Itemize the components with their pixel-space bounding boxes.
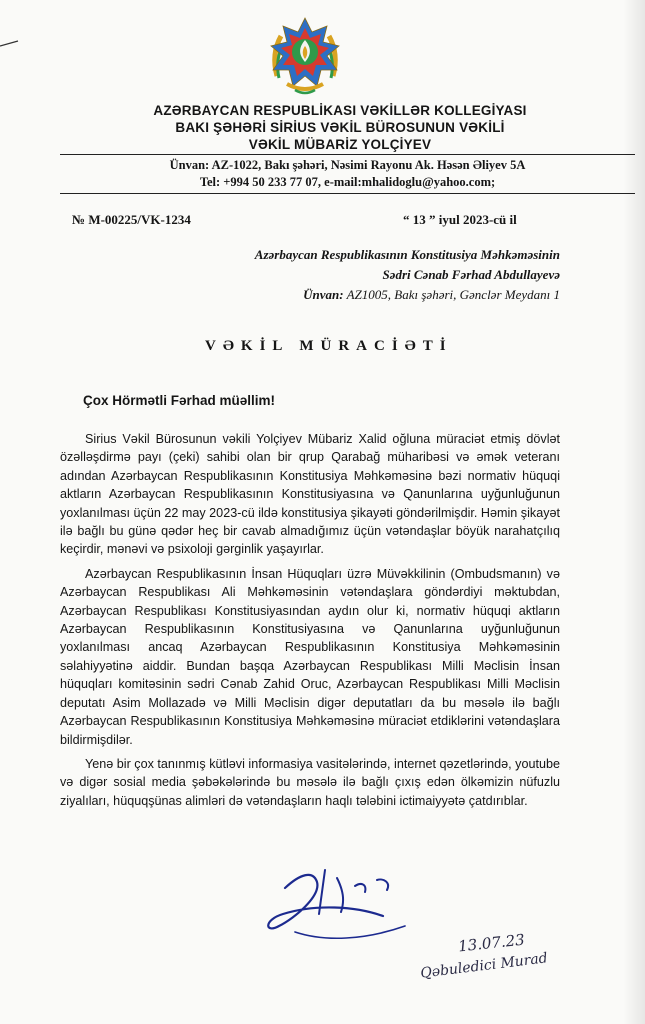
body-paragraph: Azərbaycan Respublikasının İnsan Hüquqları üzrə Müvəkkilinin (Ombudsmanın) və Azərbaycan Respublikası Ali Məhkəməsinin vətəndaşlara göndərdiyi məktubdan, Azərbaycan Respublikası Konstitusiyasından aydın olur ki, normativ hüquqi aktların Azərbaycan Respublikasının Konstitusiyasına və Qanunlarına uyğunluğunun yoxlanılması ancaq Azərbaycan Respublikasının Konstitusiya Məhkəməsinin səlahiyyətinə aiddir. Bundan başqa Azərbaycan Respublikası Milli Məclisin İnsan hüquqları komitəsinin sədri Cənab Zahid Oruc, Azərbaycan Respublikası Milli Məclisin deputatı Asim Mollazadə və Milli Məclisin digər deputatları da bu məsələ ilə bağlı Azərbaycan Respublikasının Konstitusiya Məhkəməsinə müraciət etdiklərini vətəndaşlara bildirmişdilər. — [60, 566, 560, 747]
recipient-institution: Azərbaycan Respublikasının Konstitusiya Məhkəməsinin — [254, 247, 560, 262]
receipt-name: Qəbuledici Murad — [419, 950, 549, 982]
body-paragraph: Yenə bir çox tanınmış kütləvi informasiya vasitələrində, internet qəzetlərində, youtube və digər sosial media şəbəkələrində bu məsələ ilə bağlı çıxış edən ölkəmizin nüfuzlu ziyalıları, hüquqşünas alimləri də vətəndaşların haqlı tələbini ictimaiyyətə çatdırıblar. — [60, 756, 560, 808]
pen-mark — [0, 38, 20, 58]
recipient-address — [303, 287, 560, 303]
greeting: Çox Hörmətli Fərhad müəllim! — [83, 393, 276, 408]
document-title: VƏKİL MÜRACİƏTİ — [205, 338, 453, 354]
recipient-address-value: AZ1005, Bakı şəhəri, Gənclər Meydanı 1 — [346, 287, 560, 302]
handwritten-signature — [255, 860, 435, 950]
header-divider-bottom — [60, 193, 635, 194]
header-college-name: AZƏRBAYCAN RESPUBLİKASI VƏKİLLƏR KOLLEGİYASI — [153, 103, 527, 118]
recipient-address-label: Ünvan: — [303, 287, 344, 302]
header-bureau-name: BAKI ŞƏHƏRİ SİRİUS VƏKİL BÜROSUNUN VƏKİLİ — [175, 120, 505, 135]
header-address: Ünvan: AZ-1022, Bakı şəhəri, Nəsimi Rayonu Ak. Həsən Əliyev 5A — [169, 158, 526, 172]
body-paragraph: Sirius Vəkil Bürosunun vəkili Yolçiyev Mübariz Xalid oğluna müraciət etmiş dövlət özəlləşdirmə payı (çeki) sahibi olan bir qrup Qarabağ müharibəsi və əmək veteranı adından Azərbaycan Respublikasının Konstitusiya Məhkəməsinə bəzi normativ hüquqi aktların Azərbaycan Respublikasının Konstitusiyasına və Qanunlarına uyğunluğunun yoxlanılması üçün 22 may 2023-cü ildə konstitusiya şikayəti göndərilmişdir. Həmin şikayət ilə bağlı bu günə qədər heç bir cavab almadığımız üçün vətəndaşlar böyük narahatçılıq keçirdir, mənəvi və psixoloji gərginlik yaşayırlar. — [60, 432, 560, 557]
recipient-name: Sədri Cənab Fərhad Abdullayevə — [382, 267, 560, 282]
handwritten-receipt-note — [420, 930, 610, 990]
header-lawyer-name: VƏKİL MÜBARİZ YOLÇİYEV — [248, 137, 432, 152]
letter-body — [60, 430, 560, 816]
letter-date: “ 13 ” iyul 2023-cü il — [403, 212, 517, 227]
receipt-date: 13.07.23 — [457, 930, 526, 956]
header-contacts: Tel: +994 50 233 77 07, e-mail:mhalidoglu@yahoo.com; — [199, 175, 496, 189]
azerbaijan-emblem-icon — [265, 14, 345, 98]
header-divider-top — [60, 154, 635, 155]
reference-number: № M-00225/VK-1234 — [72, 212, 191, 227]
